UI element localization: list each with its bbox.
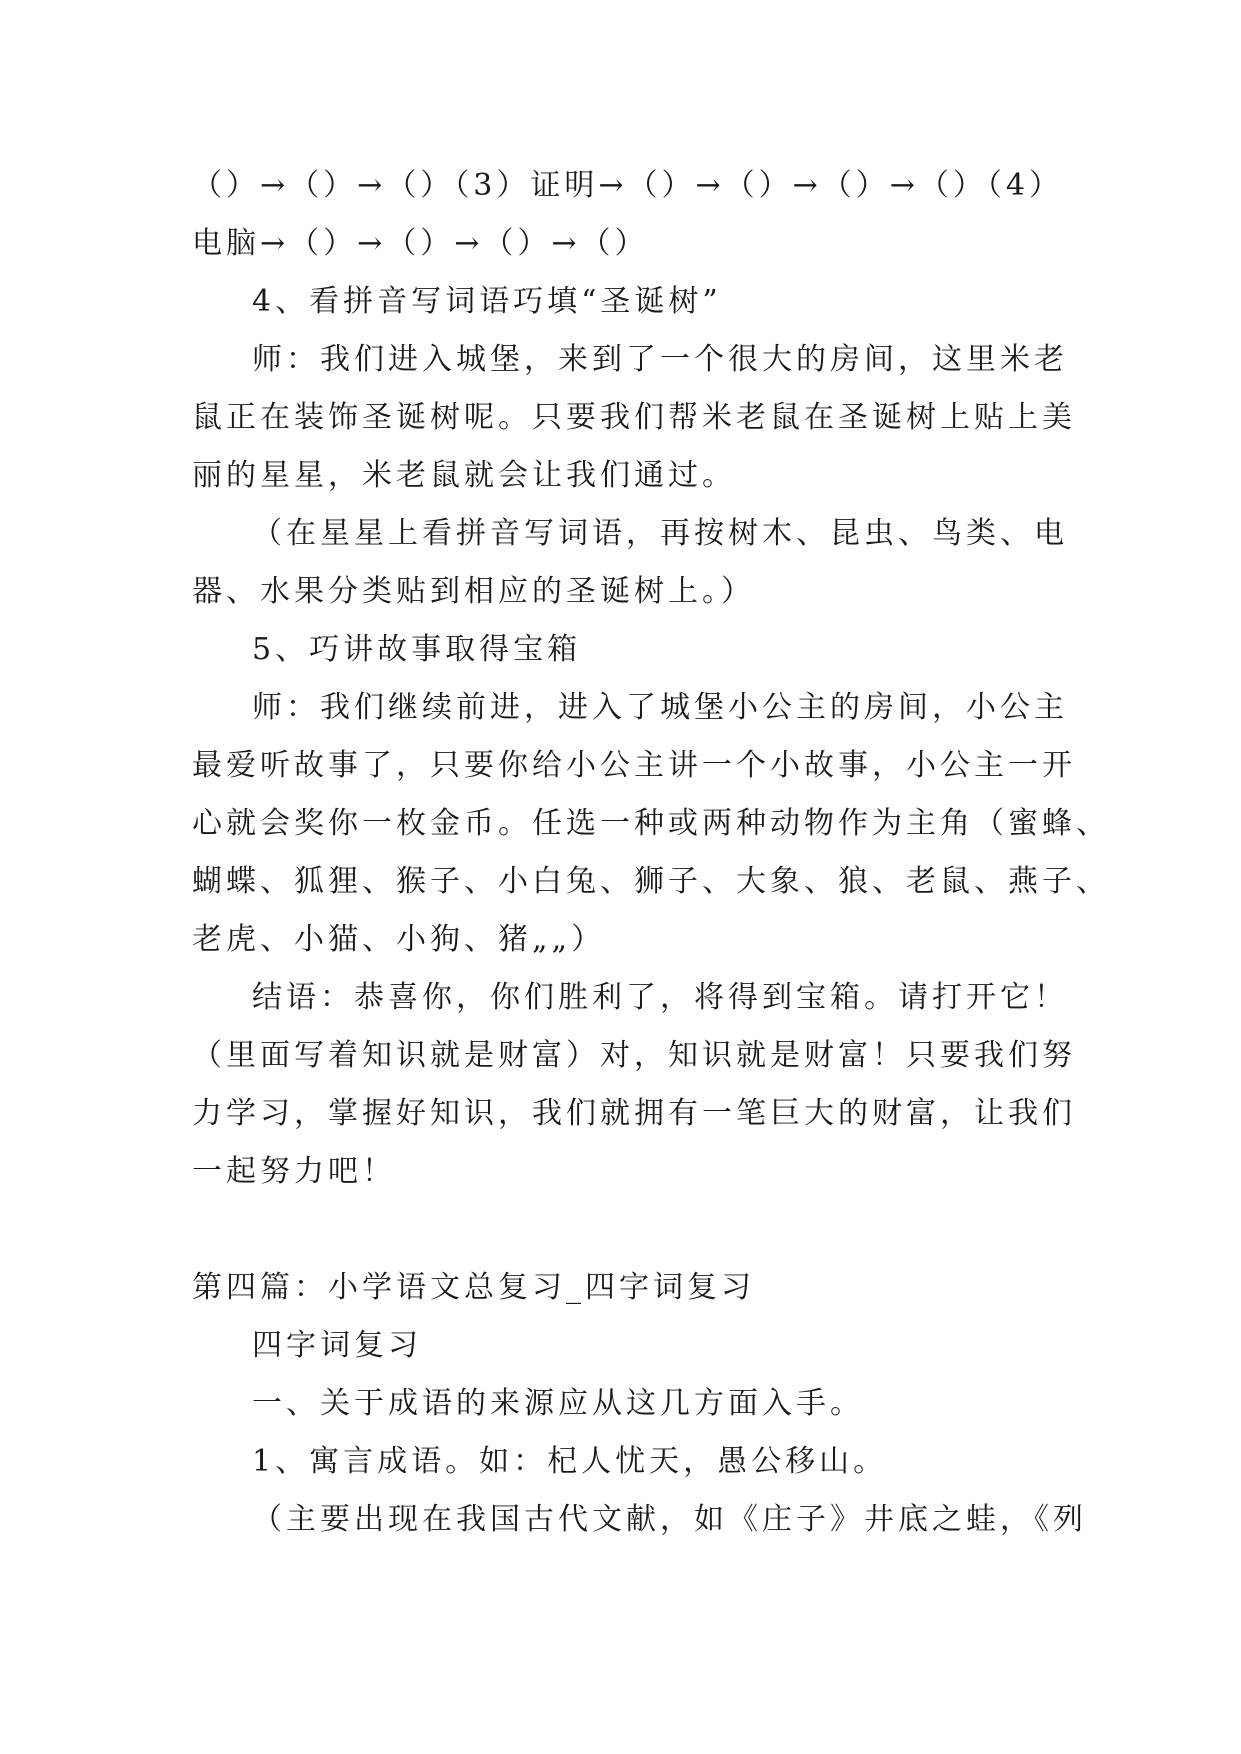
text-line-1: （）→（）→（）（3）证明→（）→（）→（）→（）（4） xyxy=(192,168,1063,203)
text-line-8: 器、水果分类贴到相应的圣诞树上。） xyxy=(192,574,755,609)
text-line-11: 最爱听故事了，只要你给小公主讲一个小故事，小公主一开 xyxy=(192,748,1076,783)
text-line-21: 一、关于成语的来源应从这几方面入手。 xyxy=(252,1386,864,1421)
text-line-15: 结语：恭喜你，你们胜利了，将得到宝箱。请打开它！ xyxy=(252,980,1068,1015)
text-line-6: 丽的星星，米老鼠就会让我们通过。 xyxy=(192,458,736,493)
text-line-18: 一起努力吧！ xyxy=(192,1154,396,1189)
text-line-14: 老虎、小猫、小狗、猪„„） xyxy=(192,922,606,957)
section-heading-4: 4、看拼音写词语巧填“圣诞树” xyxy=(252,284,722,319)
text-line-7: （在星星上看拼音写词语，再按树木、昆虫、鸟类、电 xyxy=(252,516,1068,551)
text-line-2: 电脑→（）→（）→（）→（） xyxy=(192,226,649,261)
chapter-subtitle: 四字词复习 xyxy=(252,1328,422,1363)
text-line-22: 1、寓言成语。如：杞人忧天，愚公移山。 xyxy=(252,1444,888,1479)
text-line-23: （主要出现在我国古代文献，如《庄子》井底之蛙，《列 xyxy=(252,1502,1087,1537)
text-line-13: 蝴蝶、狐狸、猴子、小白兔、狮子、大象、狼、老鼠、燕子、 xyxy=(192,864,1110,899)
text-line-5: 鼠正在装饰圣诞树呢。只要我们帮米老鼠在圣诞树上贴上美 xyxy=(192,400,1076,435)
text-line-10: 师：我们继续前进，进入了城堡小公主的房间，小公主 xyxy=(252,690,1068,725)
text-line-12: 心就会奖你一枚金币。任选一种或两种动物作为主角（蜜蜂、 xyxy=(192,806,1110,841)
chapter-title: 第四篇：小学语文总复习_四字词复习 xyxy=(192,1270,755,1305)
section-heading-5: 5、巧讲故事取得宝箱 xyxy=(252,632,582,667)
text-line-17: 力学习，掌握好知识，我们就拥有一笔巨大的财富，让我们 xyxy=(192,1096,1076,1131)
text-line-4: 师：我们进入城堡，来到了一个很大的房间，这里米老 xyxy=(252,342,1068,377)
text-line-16: （里面写着知识就是财富）对，知识就是财富！只要我们努 xyxy=(192,1038,1076,1073)
